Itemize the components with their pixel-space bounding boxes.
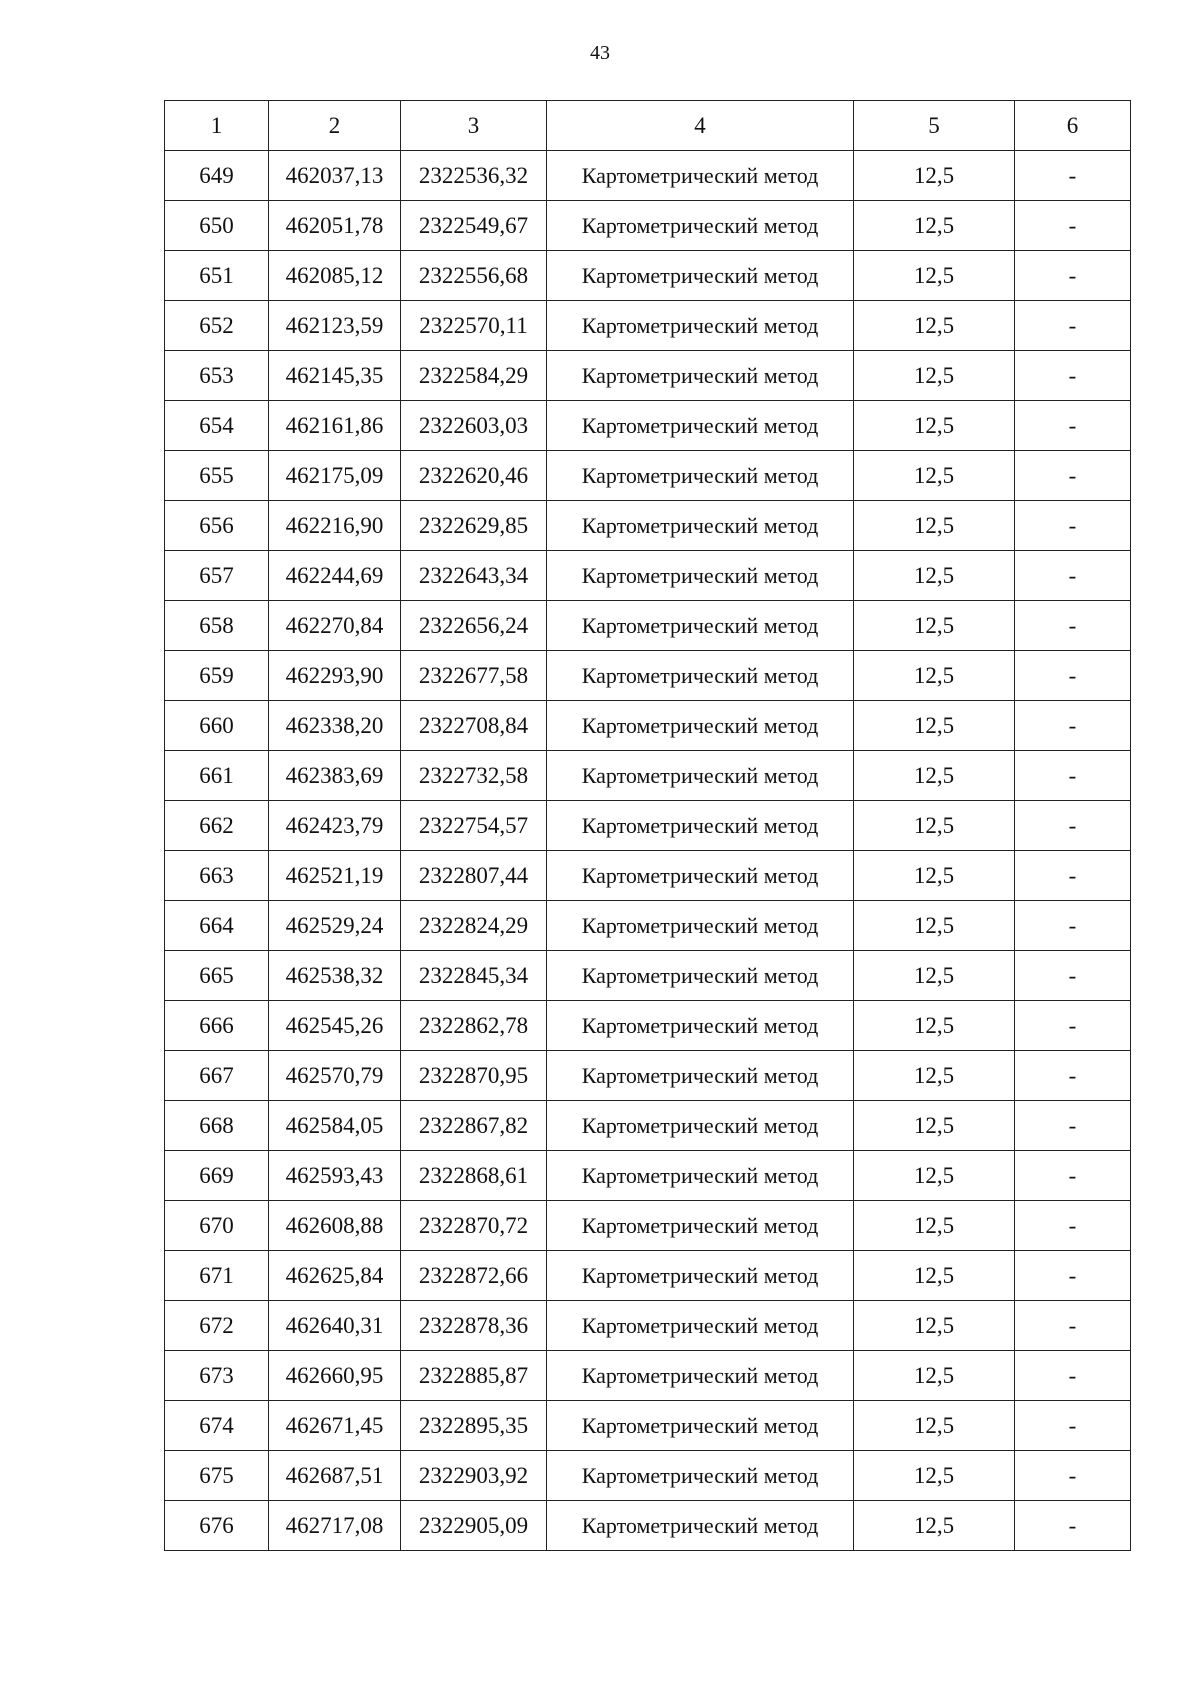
- method-cell: Картометрический метод: [547, 1051, 854, 1101]
- method-cell: Картометрический метод: [547, 1351, 854, 1401]
- x-coordinate-cell: 462660,95: [269, 1351, 401, 1401]
- point-number-cell: 665: [165, 951, 269, 1001]
- y-coordinate-cell: 2322620,46: [401, 451, 547, 501]
- coordinates-table: [164, 100, 1131, 1551]
- note-cell: -: [1015, 1001, 1131, 1051]
- y-coordinate-cell: 2322643,34: [401, 551, 547, 601]
- table-row: [165, 551, 1131, 601]
- point-number-cell: 671: [165, 1251, 269, 1301]
- method-cell: Картометрический метод: [547, 1301, 854, 1351]
- point-number-cell: 650: [165, 201, 269, 251]
- y-coordinate-cell: 2322549,67: [401, 201, 547, 251]
- y-coordinate-cell: 2322867,82: [401, 1101, 547, 1151]
- point-number-cell: 666: [165, 1001, 269, 1051]
- note-cell: -: [1015, 901, 1131, 951]
- table-row: [165, 351, 1131, 401]
- y-coordinate-cell: 2322603,03: [401, 401, 547, 451]
- x-coordinate-cell: 462538,32: [269, 951, 401, 1001]
- note-cell: -: [1015, 651, 1131, 701]
- x-coordinate-cell: 462037,13: [269, 151, 401, 201]
- method-cell: Картометрический метод: [547, 601, 854, 651]
- method-cell: Картометрический метод: [547, 1501, 854, 1551]
- point-number-cell: 657: [165, 551, 269, 601]
- accuracy-cell: 12,5: [854, 1101, 1015, 1151]
- y-coordinate-cell: 2322584,29: [401, 351, 547, 401]
- note-cell: -: [1015, 451, 1131, 501]
- x-coordinate-cell: 462175,09: [269, 451, 401, 501]
- table-row: [165, 801, 1131, 851]
- table-body: [165, 151, 1131, 1551]
- column-header: 5: [854, 101, 1015, 151]
- y-coordinate-cell: 2322862,78: [401, 1001, 547, 1051]
- x-coordinate-cell: 462244,69: [269, 551, 401, 601]
- note-cell: -: [1015, 351, 1131, 401]
- method-cell: Картометрический метод: [547, 351, 854, 401]
- note-cell: -: [1015, 1201, 1131, 1251]
- method-cell: Картометрический метод: [547, 1251, 854, 1301]
- accuracy-cell: 12,5: [854, 151, 1015, 201]
- point-number-cell: 652: [165, 301, 269, 351]
- table-row: [165, 651, 1131, 701]
- method-cell: Картометрический метод: [547, 251, 854, 301]
- accuracy-cell: 12,5: [854, 751, 1015, 801]
- point-number-cell: 663: [165, 851, 269, 901]
- table-row: [165, 251, 1131, 301]
- column-header: 3: [401, 101, 547, 151]
- method-cell: Картометрический метод: [547, 851, 854, 901]
- x-coordinate-cell: 462687,51: [269, 1451, 401, 1501]
- x-coordinate-cell: 462640,31: [269, 1301, 401, 1351]
- note-cell: -: [1015, 951, 1131, 1001]
- note-cell: -: [1015, 751, 1131, 801]
- point-number-cell: 674: [165, 1401, 269, 1451]
- table-row: [165, 401, 1131, 451]
- table-row: [165, 1101, 1131, 1151]
- x-coordinate-cell: 462216,90: [269, 501, 401, 551]
- note-cell: -: [1015, 1301, 1131, 1351]
- x-coordinate-cell: 462293,90: [269, 651, 401, 701]
- note-cell: -: [1015, 1251, 1131, 1301]
- y-coordinate-cell: 2322845,34: [401, 951, 547, 1001]
- method-cell: Картометрический метод: [547, 401, 854, 451]
- x-coordinate-cell: 462529,24: [269, 901, 401, 951]
- y-coordinate-cell: 2322885,87: [401, 1351, 547, 1401]
- method-cell: Картометрический метод: [547, 451, 854, 501]
- method-cell: Картометрический метод: [547, 551, 854, 601]
- accuracy-cell: 12,5: [854, 401, 1015, 451]
- accuracy-cell: 12,5: [854, 1501, 1015, 1551]
- y-coordinate-cell: 2322807,44: [401, 851, 547, 901]
- table-row: [165, 1001, 1131, 1051]
- y-coordinate-cell: 2322732,58: [401, 751, 547, 801]
- table-row: [165, 1051, 1131, 1101]
- note-cell: -: [1015, 151, 1131, 201]
- method-cell: Картометрический метод: [547, 951, 854, 1001]
- point-number-cell: 670: [165, 1201, 269, 1251]
- point-number-cell: 664: [165, 901, 269, 951]
- accuracy-cell: 12,5: [854, 1201, 1015, 1251]
- point-number-cell: 651: [165, 251, 269, 301]
- note-cell: -: [1015, 1501, 1131, 1551]
- table-row: [165, 1151, 1131, 1201]
- y-coordinate-cell: 2322708,84: [401, 701, 547, 751]
- accuracy-cell: 12,5: [854, 1451, 1015, 1501]
- method-cell: Картометрический метод: [547, 751, 854, 801]
- x-coordinate-cell: 462625,84: [269, 1251, 401, 1301]
- accuracy-cell: 12,5: [854, 1001, 1015, 1051]
- accuracy-cell: 12,5: [854, 851, 1015, 901]
- note-cell: -: [1015, 1051, 1131, 1101]
- accuracy-cell: 12,5: [854, 451, 1015, 501]
- x-coordinate-cell: 462123,59: [269, 301, 401, 351]
- method-cell: Картометрический метод: [547, 201, 854, 251]
- method-cell: Картометрический метод: [547, 1001, 854, 1051]
- method-cell: Картометрический метод: [547, 151, 854, 201]
- point-number-cell: 661: [165, 751, 269, 801]
- note-cell: -: [1015, 201, 1131, 251]
- y-coordinate-cell: 2322754,57: [401, 801, 547, 851]
- x-coordinate-cell: 462608,88: [269, 1201, 401, 1251]
- column-header: 4: [547, 101, 854, 151]
- note-cell: -: [1015, 1401, 1131, 1451]
- note-cell: -: [1015, 1451, 1131, 1501]
- note-cell: -: [1015, 251, 1131, 301]
- point-number-cell: 653: [165, 351, 269, 401]
- accuracy-cell: 12,5: [854, 951, 1015, 1001]
- x-coordinate-cell: 462383,69: [269, 751, 401, 801]
- y-coordinate-cell: 2322870,72: [401, 1201, 547, 1251]
- table-row: [165, 1401, 1131, 1451]
- point-number-cell: 654: [165, 401, 269, 451]
- table-row: [165, 1351, 1131, 1401]
- table-row: [165, 751, 1131, 801]
- table-row: [165, 1501, 1131, 1551]
- accuracy-cell: 12,5: [854, 551, 1015, 601]
- point-number-cell: 667: [165, 1051, 269, 1101]
- table-row: [165, 151, 1131, 201]
- point-number-cell: 668: [165, 1101, 269, 1151]
- x-coordinate-cell: 462270,84: [269, 601, 401, 651]
- x-coordinate-cell: 462584,05: [269, 1101, 401, 1151]
- point-number-cell: 649: [165, 151, 269, 201]
- y-coordinate-cell: 2322895,35: [401, 1401, 547, 1451]
- table-row: [165, 1451, 1131, 1501]
- method-cell: Картометрический метод: [547, 1401, 854, 1451]
- accuracy-cell: 12,5: [854, 1251, 1015, 1301]
- method-cell: Картометрический метод: [547, 801, 854, 851]
- accuracy-cell: 12,5: [854, 1051, 1015, 1101]
- accuracy-cell: 12,5: [854, 801, 1015, 851]
- y-coordinate-cell: 2322870,95: [401, 1051, 547, 1101]
- x-coordinate-cell: 462338,20: [269, 701, 401, 751]
- x-coordinate-cell: 462545,26: [269, 1001, 401, 1051]
- table-row: [165, 601, 1131, 651]
- accuracy-cell: 12,5: [854, 1351, 1015, 1401]
- table-row: [165, 301, 1131, 351]
- accuracy-cell: 12,5: [854, 501, 1015, 551]
- y-coordinate-cell: 2322677,58: [401, 651, 547, 701]
- point-number-cell: 673: [165, 1351, 269, 1401]
- method-cell: Картометрический метод: [547, 1151, 854, 1201]
- accuracy-cell: 12,5: [854, 1151, 1015, 1201]
- method-cell: Картометрический метод: [547, 501, 854, 551]
- table-row: [165, 901, 1131, 951]
- note-cell: -: [1015, 401, 1131, 451]
- accuracy-cell: 12,5: [854, 601, 1015, 651]
- point-number-cell: 660: [165, 701, 269, 751]
- note-cell: -: [1015, 551, 1131, 601]
- accuracy-cell: 12,5: [854, 651, 1015, 701]
- point-number-cell: 675: [165, 1451, 269, 1501]
- y-coordinate-cell: 2322868,61: [401, 1151, 547, 1201]
- point-number-cell: 656: [165, 501, 269, 551]
- x-coordinate-cell: 462423,79: [269, 801, 401, 851]
- y-coordinate-cell: 2322556,68: [401, 251, 547, 301]
- column-header: 6: [1015, 101, 1131, 151]
- note-cell: -: [1015, 1351, 1131, 1401]
- y-coordinate-cell: 2322878,36: [401, 1301, 547, 1351]
- page-number: 43: [590, 42, 610, 64]
- x-coordinate-cell: 462085,12: [269, 251, 401, 301]
- note-cell: -: [1015, 851, 1131, 901]
- y-coordinate-cell: 2322536,32: [401, 151, 547, 201]
- point-number-cell: 676: [165, 1501, 269, 1551]
- x-coordinate-cell: 462161,86: [269, 401, 401, 451]
- table-row: [165, 951, 1131, 1001]
- table-row: [165, 701, 1131, 751]
- point-number-cell: 669: [165, 1151, 269, 1201]
- y-coordinate-cell: 2322903,92: [401, 1451, 547, 1501]
- note-cell: -: [1015, 701, 1131, 751]
- accuracy-cell: 12,5: [854, 1401, 1015, 1451]
- note-cell: -: [1015, 1151, 1131, 1201]
- accuracy-cell: 12,5: [854, 701, 1015, 751]
- accuracy-cell: 12,5: [854, 1301, 1015, 1351]
- method-cell: Картометрический метод: [547, 1451, 854, 1501]
- table-row: [165, 451, 1131, 501]
- point-number-cell: 659: [165, 651, 269, 701]
- x-coordinate-cell: 462671,45: [269, 1401, 401, 1451]
- method-cell: Картометрический метод: [547, 651, 854, 701]
- table-row: [165, 501, 1131, 551]
- accuracy-cell: 12,5: [854, 901, 1015, 951]
- x-coordinate-cell: 462570,79: [269, 1051, 401, 1101]
- method-cell: Картометрический метод: [547, 301, 854, 351]
- x-coordinate-cell: 462521,19: [269, 851, 401, 901]
- y-coordinate-cell: 2322656,24: [401, 601, 547, 651]
- accuracy-cell: 12,5: [854, 201, 1015, 251]
- y-coordinate-cell: 2322872,66: [401, 1251, 547, 1301]
- point-number-cell: 655: [165, 451, 269, 501]
- point-number-cell: 658: [165, 601, 269, 651]
- method-cell: Картометрический метод: [547, 1201, 854, 1251]
- table-row: [165, 851, 1131, 901]
- column-header: 2: [269, 101, 401, 151]
- point-number-cell: 662: [165, 801, 269, 851]
- method-cell: Картометрический метод: [547, 901, 854, 951]
- method-cell: Картометрический метод: [547, 701, 854, 751]
- column-header: 1: [165, 101, 269, 151]
- accuracy-cell: 12,5: [854, 251, 1015, 301]
- table-row: [165, 1301, 1131, 1351]
- table-header-row: [165, 101, 1131, 151]
- note-cell: -: [1015, 801, 1131, 851]
- method-cell: Картометрический метод: [547, 1101, 854, 1151]
- note-cell: -: [1015, 301, 1131, 351]
- table-row: [165, 201, 1131, 251]
- table-row: [165, 1251, 1131, 1301]
- x-coordinate-cell: 462051,78: [269, 201, 401, 251]
- accuracy-cell: 12,5: [854, 301, 1015, 351]
- note-cell: -: [1015, 501, 1131, 551]
- y-coordinate-cell: 2322905,09: [401, 1501, 547, 1551]
- note-cell: -: [1015, 601, 1131, 651]
- y-coordinate-cell: 2322570,11: [401, 301, 547, 351]
- y-coordinate-cell: 2322824,29: [401, 901, 547, 951]
- table-row: [165, 1201, 1131, 1251]
- y-coordinate-cell: 2322629,85: [401, 501, 547, 551]
- x-coordinate-cell: 462717,08: [269, 1501, 401, 1551]
- accuracy-cell: 12,5: [854, 351, 1015, 401]
- x-coordinate-cell: 462593,43: [269, 1151, 401, 1201]
- note-cell: -: [1015, 1101, 1131, 1151]
- x-coordinate-cell: 462145,35: [269, 351, 401, 401]
- point-number-cell: 672: [165, 1301, 269, 1351]
